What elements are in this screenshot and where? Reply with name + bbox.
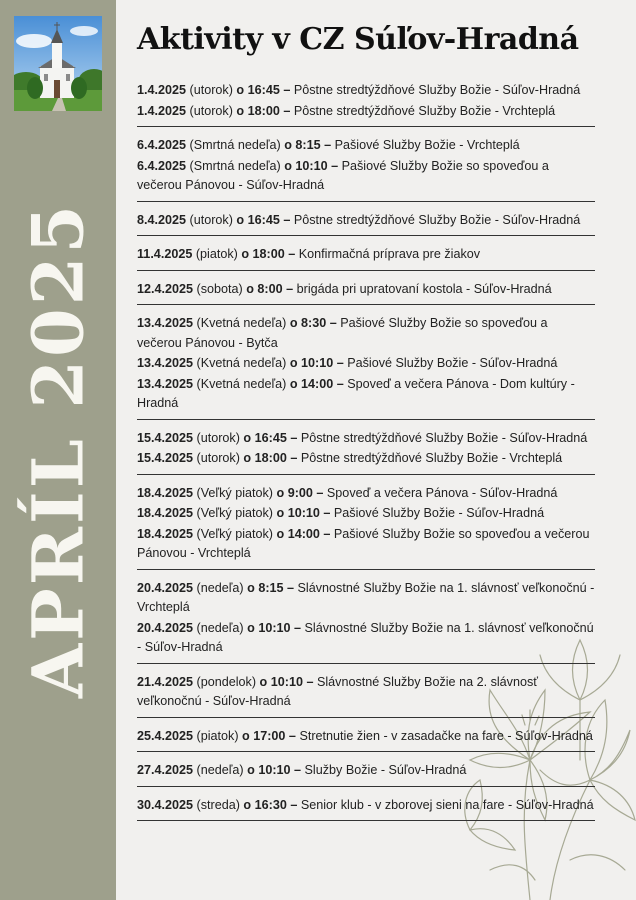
- event-time: o 16:30 –: [243, 797, 298, 812]
- event-date: 18.4.2025: [137, 485, 194, 500]
- event-item: [137, 102, 595, 122]
- event-time: o 14:00 –: [289, 376, 344, 391]
- event-description: Pôstne stredtýždňové Služby Božie - Vrchteplá: [293, 103, 556, 118]
- event-date: 30.4.2025: [137, 797, 194, 812]
- event-item: [137, 504, 595, 524]
- event-description: Pašiové Služby Božie - Súľov-Hradná: [333, 506, 545, 520]
- event-item: [137, 280, 595, 300]
- event-item: [137, 157, 595, 196]
- event-time: o 16:45 –: [243, 430, 298, 445]
- event-item: [137, 525, 595, 564]
- event-day: (piatok): [196, 728, 239, 743]
- event-item: [137, 727, 595, 747]
- event-time: o 10:10 –: [247, 763, 302, 777]
- event-item: [137, 211, 595, 231]
- event-description: Slávnostné Služby Božie na 1. slávnosť veľkonočnú - Súľov-Hradná: [137, 620, 594, 654]
- event-group: [137, 311, 595, 420]
- event-time: o 18:00 –: [243, 451, 298, 465]
- event-description: Pašiové Služby Božie so spoveďou a večerou Pánovou - Bytča: [137, 316, 548, 350]
- event-date: 20.4.2025: [137, 620, 194, 635]
- event-description: brigáda pri upratovaní kostola - Súľov-Hradná: [296, 281, 552, 296]
- event-item: [137, 761, 595, 781]
- event-item: [137, 354, 595, 374]
- event-date: 27.4.2025: [137, 763, 194, 777]
- event-group: [137, 758, 595, 787]
- event-day: (Veľký piatok): [196, 506, 273, 520]
- events-list: [137, 78, 595, 827]
- event-date: 12.4.2025: [137, 281, 194, 296]
- event-item: [137, 375, 595, 414]
- event-item: [137, 314, 595, 353]
- event-group: [137, 242, 595, 271]
- event-day: (Kvetná nedeľa): [196, 356, 287, 370]
- event-day: (pondelok): [196, 674, 257, 689]
- event-time: o 10:10 –: [289, 356, 344, 370]
- event-date: 15.4.2025: [137, 430, 194, 445]
- event-group: [137, 133, 595, 202]
- event-date: 1.4.2025: [137, 83, 187, 97]
- event-time: o 17:00 –: [242, 728, 296, 743]
- event-description: Pašiové Služby Božie so spoveďou a večerou Pánovou - Súľov-Hradná: [137, 158, 549, 192]
- event-group: [137, 78, 595, 127]
- event-date: 25.4.2025: [137, 728, 194, 743]
- event-day: (nedeľa): [196, 763, 244, 777]
- event-date: 18.4.2025: [137, 506, 194, 520]
- event-description: Konfirmačná príprava pre žiakov: [298, 247, 481, 261]
- event-description: Pôstne stredtýždňové Služby Božie - Súľov-Hradná: [293, 212, 581, 227]
- event-day: (Veľký piatok): [196, 526, 273, 541]
- event-item: [137, 619, 595, 658]
- event-description: Spoveď a večera Pánova - Súľov-Hradná: [326, 485, 558, 500]
- event-date: 8.4.2025: [137, 212, 187, 227]
- event-time: o 18:00 –: [241, 247, 296, 261]
- event-item: [137, 796, 595, 816]
- event-date: 6.4.2025: [137, 138, 187, 152]
- event-group: [137, 277, 595, 306]
- event-date: 20.4.2025: [137, 580, 194, 595]
- event-item: [137, 245, 595, 265]
- event-item: [137, 81, 595, 101]
- event-day: (utorok): [196, 430, 240, 445]
- event-day: (utorok): [189, 83, 233, 97]
- event-time: o 16:45 –: [236, 212, 291, 227]
- event-time: o 16:45 –: [236, 83, 291, 97]
- event-time: o 14:00 –: [276, 526, 331, 541]
- event-day: (nedeľa): [196, 620, 244, 635]
- event-description: Pašiové Služby Božie - Súľov-Hradná: [347, 356, 558, 370]
- event-date: 18.4.2025: [137, 526, 194, 541]
- event-date: 1.4.2025: [137, 103, 187, 118]
- event-time: o 8:00 –: [246, 281, 294, 296]
- event-date: 21.4.2025: [137, 674, 194, 689]
- event-day: (utorok): [189, 212, 233, 227]
- event-time: o 8:30 –: [289, 316, 337, 330]
- event-time: o 8:15 –: [284, 138, 332, 152]
- event-description: Pašiové Služby Božie so spoveďou a večerou Pánovou - Vrchteplá: [137, 526, 590, 560]
- event-description: Senior klub - v zborovej sieni na fare - Súľov-Hradná: [300, 797, 594, 812]
- event-item: [137, 579, 595, 618]
- event-day: (utorok): [189, 103, 233, 118]
- event-description: Pašiové Služby Božie - Vrchteplá: [334, 138, 520, 152]
- event-date: 15.4.2025: [137, 451, 194, 465]
- event-date: 6.4.2025: [137, 158, 187, 173]
- event-item: [137, 429, 595, 449]
- event-description: Pôstne stredtýždňové Služby Božie - Vrchteplá: [300, 451, 563, 465]
- event-date: 11.4.2025: [137, 247, 193, 261]
- event-description: Pôstne stredtýždňové Služby Božie - Súľov-Hradná: [293, 83, 581, 97]
- event-item: [137, 484, 595, 504]
- event-day: (Veľký piatok): [196, 485, 273, 500]
- event-description: Slávnostné Služby Božie na 2. slávnosť veľkonočnú - Súľov-Hradná: [137, 674, 538, 708]
- event-group: [137, 670, 595, 718]
- event-day: (streda): [196, 797, 240, 812]
- event-group: [137, 576, 595, 664]
- event-day: (sobota): [196, 281, 243, 296]
- event-item: [137, 673, 595, 712]
- event-day: (Smrtná nedeľa): [189, 138, 281, 152]
- event-day: (Smrtná nedeľa): [189, 158, 281, 173]
- event-group: [137, 481, 595, 570]
- event-date: 13.4.2025: [137, 356, 194, 370]
- event-time: o 10:10 –: [247, 620, 302, 635]
- event-time: o 8:15 –: [247, 580, 295, 595]
- event-description: Stretnutie žien - v zasadačke na fare - Súľov-Hradná: [299, 728, 593, 743]
- event-group: [137, 793, 595, 822]
- event-day: (utorok): [196, 451, 240, 465]
- event-time: o 18:00 –: [236, 103, 291, 118]
- event-group: [137, 208, 595, 237]
- event-group: [137, 426, 595, 475]
- event-day: (Kvetná nedeľa): [196, 376, 287, 391]
- month-heading: APRÍL 2025: [16, 201, 100, 699]
- event-item: [137, 136, 595, 156]
- event-time: o 10:10 –: [276, 506, 331, 520]
- event-group: [137, 724, 595, 753]
- event-time: o 10:10 –: [284, 158, 339, 173]
- event-description: Spoveď a večera Pánova - Dom kultúry - Hradná: [137, 376, 575, 410]
- event-description: Služby Božie - Súľov-Hradná: [304, 763, 467, 777]
- church-photo: [14, 16, 102, 111]
- event-day: (piatok): [195, 247, 238, 261]
- event-time: o 10:10 –: [259, 674, 314, 689]
- event-item: [137, 449, 595, 469]
- event-day: (nedeľa): [196, 580, 244, 595]
- page-title: Aktivity v CZ Súľov-Hradná: [137, 22, 579, 57]
- event-description: Slávnostné Služby Božie na 1. slávnosť veľkonočnú - Vrchteplá: [137, 580, 595, 614]
- event-date: 13.4.2025: [137, 316, 194, 330]
- event-time: o 9:00 –: [276, 485, 324, 500]
- event-description: Pôstne stredtýždňové Služby Božie - Súľov-Hradná: [300, 430, 588, 445]
- event-day: (Kvetná nedeľa): [196, 316, 287, 330]
- event-date: 13.4.2025: [137, 376, 194, 391]
